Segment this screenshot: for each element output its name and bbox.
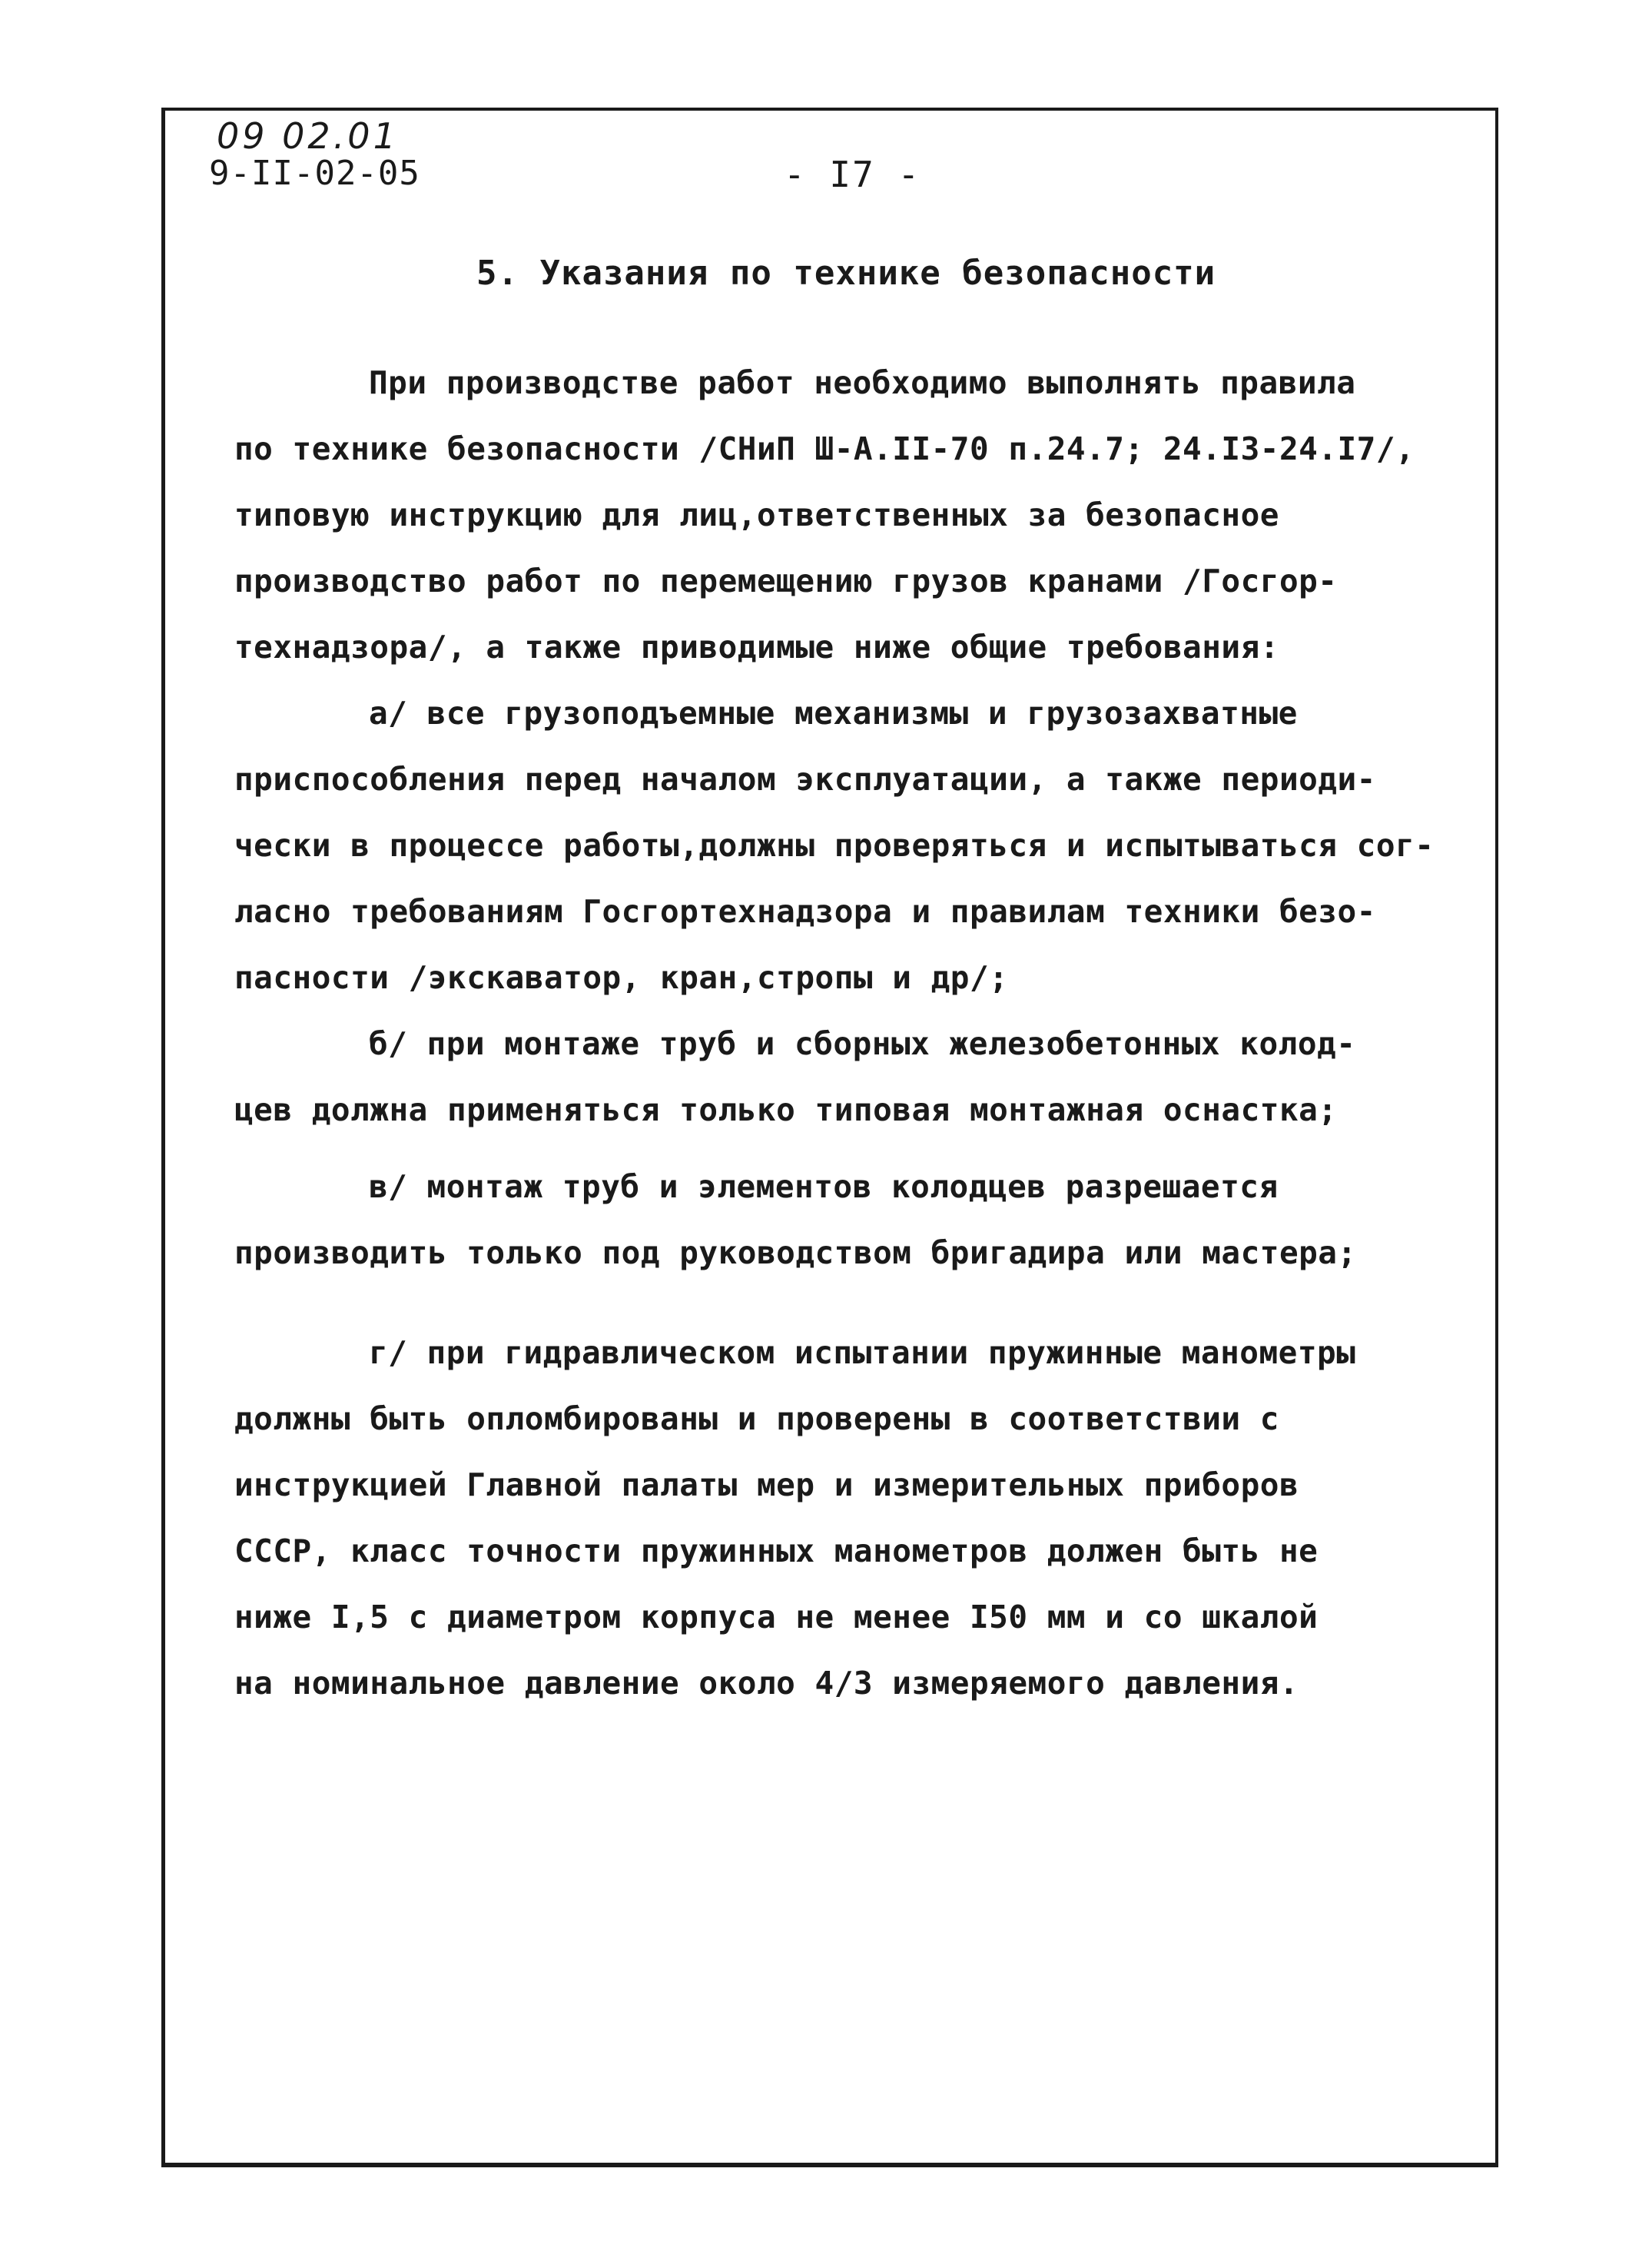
- paragraph-a: [234, 680, 1494, 1011]
- text-line: СССР, класс точности пружинных манометров должен быть не: [234, 1532, 1319, 1569]
- text-line: б/ при монтаже труб и сборных железобетонных колод-: [369, 1025, 1356, 1062]
- paragraph-intro: [234, 350, 1494, 680]
- paragraph-g: [234, 1320, 1494, 1716]
- text-line: инструкцией Главной палаты мер и измерительных приборов: [234, 1466, 1299, 1503]
- text-line: технадзора/, а также приводимые ниже общие требования:: [234, 629, 1279, 666]
- text-line: цев должна применяться только типовая монтажная оснастка;: [234, 1091, 1338, 1128]
- text-line: ниже I,5 с диаметром корпуса не менее I50 мм и со шкалой: [234, 1599, 1319, 1635]
- text-line: на номинальное давление около 4/3 измеряемого давления.: [234, 1665, 1299, 1702]
- text-line: г/ при гидравлическом испытании пружинные манометры: [369, 1334, 1356, 1371]
- paragraph-v: [234, 1154, 1494, 1286]
- body-text: [234, 350, 1494, 1716]
- text-line: ласно требованиям Госгортехнадзора и правилам техники безо-: [234, 893, 1376, 930]
- text-line: производство работ по перемещению грузов кранами /Госгор-: [234, 563, 1338, 599]
- text-line: пасности /экскаватор, кран,стропы и др/;: [234, 959, 1009, 996]
- text-line: а/ все грузоподъемные механизмы и грузозахватные: [369, 695, 1298, 732]
- text-line: производить только под руководством бригадира или мастера;: [234, 1234, 1357, 1271]
- text-line: по технике безопасности /СНиП Ш-А.II-70 п.24.7; 24.I3-24.I7/,: [234, 430, 1415, 467]
- text-line: в/ монтаж труб и элементов колодцев разрешается: [369, 1168, 1279, 1205]
- text-line: должны быть опломбированы и проверены в соответствии с: [234, 1400, 1279, 1437]
- page-number: - I7 -: [784, 154, 921, 195]
- section-heading: 5. Указания по технике безопасности: [476, 254, 1216, 293]
- document-code: 9-II-02-05: [209, 154, 420, 193]
- text-line: приспособления перед началом эксплуатации, а также периоди-: [234, 761, 1376, 798]
- text-line: При производстве работ необходимо выполнять правила: [369, 364, 1356, 401]
- text-line: типовую инструкцию для лиц,ответственных за безопасное: [234, 496, 1279, 533]
- text-line: чески в процессе работы,должны проверяться и испытываться сог-: [234, 827, 1435, 864]
- paragraph-b: [234, 1011, 1494, 1143]
- handwritten-code: 09 02.01: [217, 115, 399, 157]
